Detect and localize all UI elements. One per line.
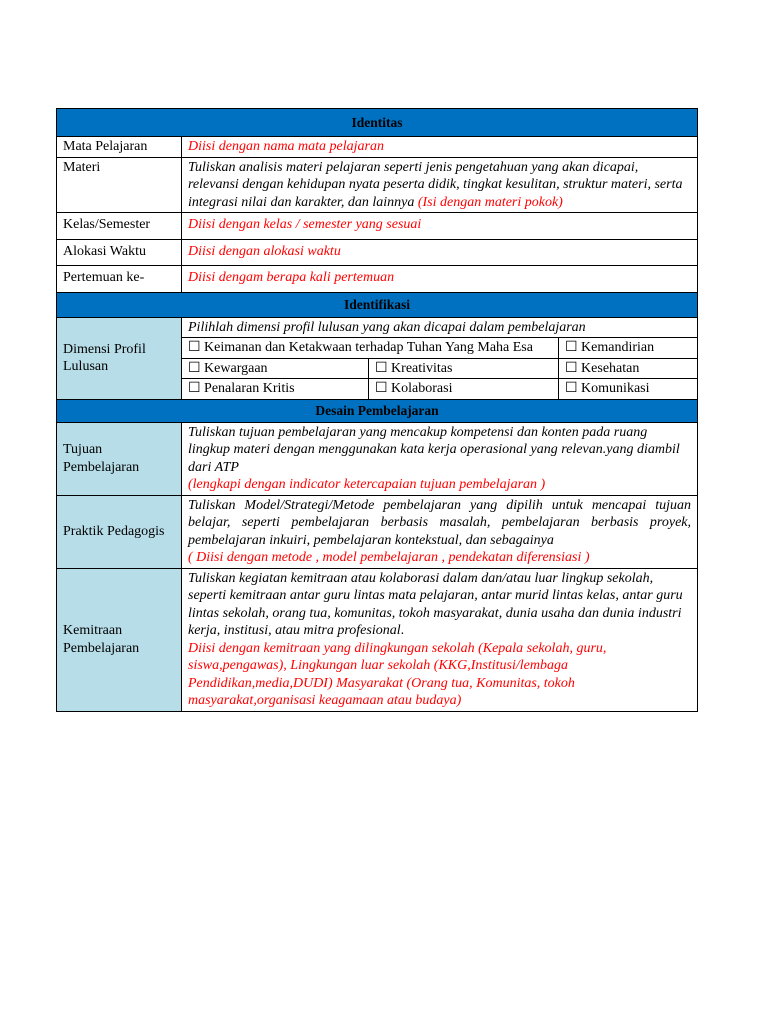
dimensi-instruction: Pilihlah dimensi profil lulusan yang akan dicapai dalam pembelajaran — [182, 317, 698, 338]
kemitraan-text-block: Tuliskan kegiatan kemitraan atau kolaborasi dalam dan/atau luar lingkup sekolah, seperti kemitraan antar guru lintas mata pelajaran, antar murid lintas kelas, antar guru lintas sekolah, orang tua, komunitas, tokoh masyarakat, dunia usaha dan dunia industri kerja, institusi, atau mitra profesional. — [188, 570, 683, 638]
option-kreativitas[interactable]: ☐ Kreativitas — [369, 358, 559, 379]
identitas-header: Identitas — [57, 109, 698, 137]
mata-pelajaran-value: Diisi dengan nama mata pelajaran — [182, 137, 698, 158]
praktik-cell — [182, 495, 698, 568]
praktik-label: Praktik Pedagogis — [57, 495, 182, 568]
table-row — [57, 568, 698, 711]
kemitraan-note: Diisi dengan kemitraan yang dilingkungan sekolah (Kepala sekolah, guru, siswa,pengawas), Lingkungan luar sekolah (KKG,Institusi/lembaga Pendidikan,media,DUDI) Masyarakat (Orang tua, Komunitas, tokoh masyarakat,organisasi keagamaan atau budaya) — [188, 640, 607, 708]
identifikasi-header-row — [57, 292, 698, 317]
tujuan-cell — [182, 422, 698, 495]
dimensi-profil-label: Dimensi Profil Lulusan — [57, 317, 182, 399]
praktik-text: Tuliskan Model/Strategi/Metode pembelajaran yang dipilih untuk mencapai tujuan belajar, seperti pembelajaran berbasis masalah, pembelajaran berbasis proyek, pembelajaran inkuiri, pembelajaran kontekstual, dan sebagainya — [188, 497, 692, 548]
option-kemandirian[interactable]: ☐ Kemandirian — [559, 338, 698, 359]
pertemuan-label: Pertemuan ke- — [57, 266, 182, 293]
table-row — [57, 239, 698, 266]
materi-value: Tuliskan analisis materi pelajaran seperti jenis pengetahuan yang akan dicapai, relevansi dengan kehidupan nyata peserta didik, tingkat kesulitan, struktur materi, serta integrasi nilai dan karakter, dan lainnya — [188, 159, 683, 210]
kelas-semester-value: Diisi dengan kelas / semester yang sesuai — [182, 213, 698, 240]
kemitraan-text: Tuliskan kegiatan kemitraan atau kolaborasi dalam dan/atau luar lingkup sekolah, seperti kemitraan antar guru lintas mata pelajaran, antar murid lintas kelas, antar guru lintas sekolah, orang tua, komunitas, tokoh masyarakat, dunia usaha dan dunia industri kerja, institusi, atau mitra profesional — [188, 570, 683, 638]
tujuan-note: (lengkapi dengan indicator ketercapaian tujuan pembelajaran ) — [188, 477, 546, 492]
materi-label: Materi — [57, 157, 182, 213]
table-row — [57, 137, 698, 158]
identitas-header-row — [57, 109, 698, 137]
kemitraan-cell — [182, 568, 698, 711]
option-kolaborasi[interactable]: ☐ Kolaborasi — [369, 379, 559, 400]
module-table — [56, 108, 698, 712]
materi-cell — [182, 157, 698, 213]
table-row — [57, 317, 698, 338]
option-keimanan[interactable]: ☐ Keimanan dan Ketakwaan terhadap Tuhan Yang Maha Esa — [182, 338, 559, 359]
table-row — [57, 422, 698, 495]
option-kesehatan[interactable]: ☐ Kesehatan — [559, 358, 698, 379]
table-row — [57, 213, 698, 240]
materi-note: (Isi dengan materi pokok) — [417, 194, 563, 210]
alokasi-waktu-label: Alokasi Waktu — [57, 239, 182, 266]
table-row — [57, 266, 698, 293]
option-komunikasi[interactable]: ☐ Komunikasi — [559, 379, 698, 400]
mata-pelajaran-label: Mata Pelajaran — [57, 137, 182, 158]
option-kewargaan[interactable]: ☐ Kewargaan — [182, 358, 369, 379]
kemitraan-label: Kemitraan Pembelajaran — [57, 568, 182, 711]
tujuan-text: Tuliskan tujuan pembelajaran yang mencakup kompetensi dan konten pada ruang lingkup materi dengan menggunakan kata kerja operasional yang relevan.yang diambil dari ATP — [188, 424, 680, 475]
praktik-note: ( Diisi dengan metode , model pembelajaran , pendekatan diferensiasi ) — [188, 550, 590, 565]
pertemuan-value: Diisi dengam berapa kali pertemuan — [182, 266, 698, 293]
identifikasi-header: Identifikasi — [57, 292, 698, 317]
tujuan-label: Tujuan Pembelajaran — [57, 422, 182, 495]
kelas-semester-label: Kelas/Semester — [57, 213, 182, 240]
alokasi-waktu-value: Diisi dengan alokasi waktu — [182, 239, 698, 266]
desain-header-row — [57, 399, 698, 422]
desain-header: Desain Pembelajaran — [57, 399, 698, 422]
table-row — [57, 495, 698, 568]
table-row — [57, 157, 698, 213]
option-penalaran-kritis[interactable]: ☐ Penalaran Kritis — [182, 379, 369, 400]
